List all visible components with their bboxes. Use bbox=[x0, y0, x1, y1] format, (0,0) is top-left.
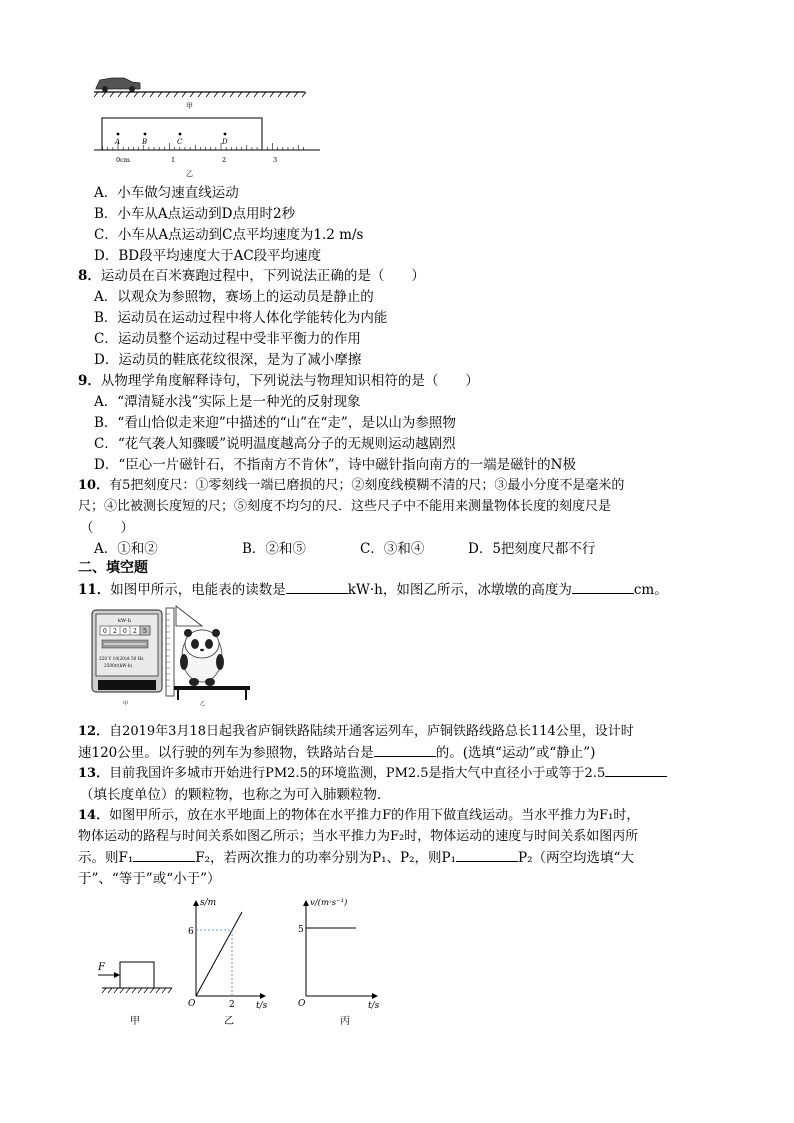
label-jia-meter: 甲 bbox=[123, 701, 129, 707]
question-12-line2 bbox=[78, 741, 595, 761]
q9-number: 9． bbox=[78, 373, 101, 389]
meter-digit-5: 5 bbox=[143, 628, 147, 635]
q7-option-b: B．小车从A点运动到D点用时2秒 bbox=[94, 206, 296, 222]
question-14-line3 bbox=[78, 846, 634, 866]
q7-option-c: C．小车从A点运动到C点平均速度为1.2 m/s bbox=[94, 227, 364, 243]
figure-car-ruler bbox=[90, 70, 330, 184]
question-14-line1 bbox=[78, 804, 639, 823]
point-c: C bbox=[177, 138, 183, 146]
label-yi-mascot: 乙 bbox=[200, 701, 206, 707]
v-tick-5: 5 bbox=[298, 925, 304, 935]
tick-3: 3 bbox=[273, 156, 278, 164]
question-13-line1 bbox=[78, 762, 667, 781]
t-axis-label-yi: t/s bbox=[256, 1001, 268, 1011]
label-yi-top: 乙 bbox=[186, 170, 193, 178]
section-heading-fill-in: 二、填空题 bbox=[78, 560, 148, 576]
figure-meter-and-mascot bbox=[90, 600, 260, 716]
q14-line3c: P₂（两空均选填“大 bbox=[518, 850, 634, 866]
point-a: A bbox=[115, 138, 121, 146]
tick-2: 2 bbox=[222, 156, 227, 164]
question-10-line1 bbox=[78, 474, 624, 493]
q11-blank-2[interactable] bbox=[572, 581, 634, 594]
q14-svg bbox=[92, 890, 392, 1030]
electric-meter bbox=[92, 610, 162, 707]
q10-option-d: D．5把刻度尺都不行 bbox=[468, 541, 596, 557]
meter-digit-4: 2 bbox=[133, 628, 137, 635]
question-9 bbox=[78, 369, 479, 389]
q10-line1: 有5把刻度尺：①零刻线一端已磨损的尺；②刻度线模糊不清的尺；③最小分度不是毫米的 bbox=[109, 478, 625, 493]
q10-number: 10． bbox=[78, 478, 110, 493]
q14-line2: 物体运动的路程与时间关系如图乙所示；当水平推力为F₂时，物体运动的速度与时间关系如图丙所 bbox=[78, 829, 639, 844]
origin-bing: O bbox=[298, 999, 306, 1009]
q14-blank-2[interactable] bbox=[456, 849, 518, 862]
q9-option-b: B．“看山恰似走来迎”中描述的“山”在“走”，是以山为参照物 bbox=[94, 415, 456, 431]
q10-option-a: A．①和② bbox=[94, 541, 158, 557]
v-axis-label: v/(m·s⁻¹) bbox=[310, 898, 348, 908]
q12-line2a: 速120公里。以行驶的列车为参照物，铁路站台是 bbox=[78, 745, 374, 761]
q11-number: 11． bbox=[78, 582, 111, 598]
tick-0: 0cm bbox=[116, 156, 130, 164]
q8-stem: 运动员在百米赛跑过程中，下列说法正确的是（ ） bbox=[100, 268, 425, 284]
label-jia-top: 甲 bbox=[186, 102, 193, 110]
q10-line3: （ ） bbox=[80, 520, 134, 536]
q11-text-c: cm。 bbox=[633, 582, 668, 598]
s-axis-label: s/m bbox=[200, 898, 217, 908]
caption-jia: 甲 bbox=[130, 1016, 140, 1027]
q10-option-b: B．②和⑤ bbox=[242, 541, 306, 557]
q13-blank[interactable] bbox=[605, 764, 667, 777]
meter-spec-2: 2500r/(kW·h) bbox=[104, 663, 133, 668]
q11-text-a: 如图甲所示，电能表的读数是 bbox=[110, 582, 286, 598]
mascot-with-ruler bbox=[166, 606, 250, 707]
q10-line2: 尺；④比被测长度短的尺；⑤刻度不均匀的尺．这些尺子中不能用来测量物体长度的刻度尺是 bbox=[78, 499, 612, 514]
point-b: B bbox=[142, 138, 148, 146]
q13-number: 13． bbox=[78, 766, 110, 781]
q14-line4: 于”、“等于”或“小于”） bbox=[78, 871, 221, 887]
q9-option-a: A．“潭清疑水浅”实际上是一种光的反射现象 bbox=[94, 394, 361, 410]
q10-option-c: C．③和④ bbox=[360, 541, 425, 557]
q9-option-c: C．“花气袭人知骤暖”说明温度越高分子的无规则运动越剧烈 bbox=[94, 436, 456, 452]
s-tick-6: 6 bbox=[188, 927, 194, 937]
question-12-line1 bbox=[78, 720, 634, 739]
q11-text-b: kW·h，如图乙所示，冰墩墩的高度为 bbox=[347, 582, 572, 598]
caption-bing: 丙 bbox=[340, 1016, 350, 1027]
t-tick-2: 2 bbox=[229, 1000, 235, 1010]
q12-line1: 自2019年3月18日起我省庐铜铁路陆续开通客运列车，庐铜铁路线路总长114公里，设计时 bbox=[109, 724, 634, 739]
q12-line2b: 的。(选填“运动”或“静止”) bbox=[435, 745, 596, 761]
q14-line3b: F₂，若两次推力的功率分别为P₁、P₂，则P₁ bbox=[195, 850, 457, 866]
q14-line1: 如图甲所示，放在水平地面上的物体在水平推力F的作用下做直线运动。当水平推力为F₁时， bbox=[109, 808, 640, 823]
meter-digit-1: 0 bbox=[103, 628, 107, 635]
question-11 bbox=[78, 578, 668, 598]
meter-digits bbox=[100, 626, 150, 635]
fig-yi-s-t-graph bbox=[188, 898, 268, 1027]
tick-1: 1 bbox=[171, 156, 176, 164]
point-d: D bbox=[222, 138, 228, 146]
q11-blank-1[interactable] bbox=[286, 581, 348, 594]
t-axis-label-bing: t/s bbox=[368, 1001, 380, 1011]
meter-mascot-svg bbox=[90, 600, 260, 712]
car-ruler-svg bbox=[90, 70, 330, 180]
q9-stem: 从物理学角度解释诗句，下列说法与物理知识相符的是（ ） bbox=[100, 373, 479, 389]
q14-blank-1[interactable] bbox=[133, 849, 195, 862]
fig-jia-block bbox=[97, 962, 172, 1027]
fig-bing-v-t-graph bbox=[298, 897, 380, 1027]
q12-number: 12． bbox=[78, 724, 110, 739]
meter-spec-1: 220 V 10(20)A 50 Hz bbox=[99, 656, 144, 661]
q13-line2: （填长度单位）的颗粒物，也称之为可入肺颗粒物． bbox=[80, 787, 391, 803]
car-icon bbox=[96, 78, 140, 92]
meter-digit-2: 2 bbox=[113, 628, 117, 635]
q14-number: 14． bbox=[78, 808, 110, 823]
q8-option-d: D．运动员的鞋底花纹很深，是为了减小摩擦 bbox=[94, 352, 362, 368]
q7-option-d: D．BD段平均速度大于AC段平均速度 bbox=[94, 248, 322, 264]
figure-q14 bbox=[92, 890, 392, 1034]
q14-line3a: 示。则F₁ bbox=[78, 850, 134, 866]
q13-line1a: 目前我国许多城市开始进行PM2.5的环境监测，PM2.5是指大气中直径小于或等于2.5 bbox=[109, 766, 606, 781]
meter-unit: kW·h bbox=[118, 618, 131, 624]
q8-option-a: A．以观众为参照物，赛场上的运动员是静止的 bbox=[94, 289, 374, 305]
question-8 bbox=[78, 264, 425, 284]
origin-yi: O bbox=[188, 999, 196, 1009]
caption-yi: 乙 bbox=[224, 1016, 234, 1027]
q8-option-c: C．运动员整个运动过程中受非平衡力的作用 bbox=[94, 331, 361, 347]
force-label: F bbox=[98, 962, 105, 973]
q9-option-d: D．“臣心一片磁针石，不指南方不肯休”，诗中磁针指向南方的一端是磁针的N极 bbox=[94, 457, 576, 473]
q12-blank[interactable] bbox=[374, 744, 436, 757]
q7-option-a: A．小车做匀速直线运动 bbox=[94, 185, 239, 201]
q8-number: 8． bbox=[78, 268, 101, 284]
q8-option-b: B．运动员在运动过程中将人体化学能转化为内能 bbox=[94, 310, 388, 326]
meter-digit-3: 0 bbox=[123, 628, 127, 635]
